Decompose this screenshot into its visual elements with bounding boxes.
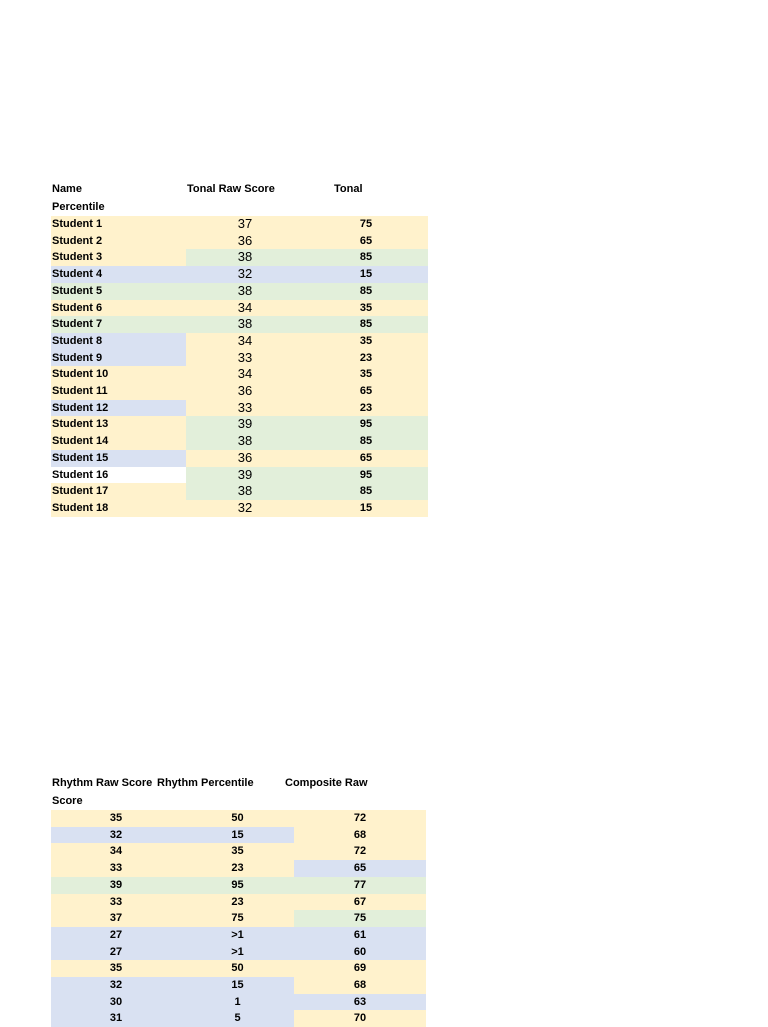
table-row bbox=[51, 266, 428, 283]
rhythm-percentile-cell: 35 bbox=[181, 843, 294, 860]
tonal-raw-score-cell: 39 bbox=[186, 467, 304, 484]
student-name-cell: Student 7 bbox=[51, 316, 186, 333]
composite-raw-score-cell: 72 bbox=[294, 843, 426, 860]
rhythm-raw-score-cell: 35 bbox=[51, 810, 181, 827]
tonal-raw-score-cell: 38 bbox=[186, 283, 304, 300]
rhythm-percentile-cell: 50 bbox=[181, 810, 294, 827]
table-row bbox=[51, 233, 428, 250]
table-row bbox=[51, 960, 426, 977]
student-name-cell: Student 6 bbox=[51, 300, 186, 317]
rhythm-percentile-cell: 23 bbox=[181, 894, 294, 911]
tonal-score-table bbox=[51, 216, 428, 517]
tonal-percentile-cell: 65 bbox=[304, 233, 428, 250]
header-rhythm-percentile: Rhythm Percentile bbox=[157, 777, 254, 789]
table1-header bbox=[51, 182, 431, 214]
student-name-cell: Student 16 bbox=[51, 467, 186, 484]
tonal-raw-score-cell: 36 bbox=[186, 450, 304, 467]
table-row bbox=[51, 350, 428, 367]
rhythm-raw-score-cell: 27 bbox=[51, 944, 181, 961]
student-name-cell: Student 13 bbox=[51, 416, 186, 433]
student-name-cell: Student 14 bbox=[51, 433, 186, 450]
rhythm-raw-score-cell: 31 bbox=[51, 1010, 181, 1027]
rhythm-raw-score-cell: 33 bbox=[51, 894, 181, 911]
table-row bbox=[51, 433, 428, 450]
rhythm-percentile-cell: 75 bbox=[181, 910, 294, 927]
rhythm-percentile-cell: 15 bbox=[181, 977, 294, 994]
rhythm-raw-score-cell: 32 bbox=[51, 827, 181, 844]
composite-raw-score-cell: 65 bbox=[294, 860, 426, 877]
student-name-cell: Student 17 bbox=[51, 483, 186, 500]
tonal-percentile-cell: 35 bbox=[304, 366, 428, 383]
table-row bbox=[51, 316, 428, 333]
table2-header bbox=[51, 776, 431, 808]
rhythm-raw-score-cell: 27 bbox=[51, 927, 181, 944]
rhythm-raw-score-cell: 33 bbox=[51, 860, 181, 877]
header-composite-raw: Composite Raw bbox=[285, 777, 368, 789]
tonal-raw-score-cell: 36 bbox=[186, 233, 304, 250]
tonal-raw-score-cell: 38 bbox=[186, 316, 304, 333]
composite-raw-score-cell: 63 bbox=[294, 994, 426, 1011]
tonal-raw-score-cell: 38 bbox=[186, 249, 304, 266]
tonal-percentile-cell: 35 bbox=[304, 333, 428, 350]
tonal-raw-score-cell: 37 bbox=[186, 216, 304, 233]
tonal-percentile-cell: 23 bbox=[304, 400, 428, 417]
rhythm-raw-score-cell: 32 bbox=[51, 977, 181, 994]
table-row bbox=[51, 810, 426, 827]
student-name-cell: Student 1 bbox=[51, 216, 186, 233]
student-name-cell: Student 15 bbox=[51, 450, 186, 467]
table-row bbox=[51, 483, 428, 500]
tonal-raw-score-cell: 38 bbox=[186, 483, 304, 500]
composite-raw-score-cell: 67 bbox=[294, 894, 426, 911]
table-row bbox=[51, 977, 426, 994]
tonal-percentile-cell: 65 bbox=[304, 450, 428, 467]
header-name: Name bbox=[52, 183, 82, 195]
student-name-cell: Student 9 bbox=[51, 350, 186, 367]
student-name-cell: Student 12 bbox=[51, 400, 186, 417]
rhythm-raw-score-cell: 35 bbox=[51, 960, 181, 977]
table-row bbox=[51, 400, 428, 417]
student-name-cell: Student 10 bbox=[51, 366, 186, 383]
header-name-wrap: Percentile bbox=[52, 201, 105, 213]
tonal-percentile-cell: 65 bbox=[304, 383, 428, 400]
table-row bbox=[51, 860, 426, 877]
table-row bbox=[51, 500, 428, 517]
table-row bbox=[51, 283, 428, 300]
header-tonal-raw-score: Tonal Raw Score bbox=[187, 183, 275, 195]
table-row bbox=[51, 383, 428, 400]
table-row bbox=[51, 877, 426, 894]
tonal-raw-score-cell: 34 bbox=[186, 366, 304, 383]
student-name-cell: Student 4 bbox=[51, 266, 186, 283]
rhythm-percentile-cell: 95 bbox=[181, 877, 294, 894]
table-row bbox=[51, 450, 428, 467]
tonal-raw-score-cell: 33 bbox=[186, 350, 304, 367]
table-row bbox=[51, 827, 426, 844]
composite-raw-score-cell: 68 bbox=[294, 977, 426, 994]
composite-raw-score-cell: 77 bbox=[294, 877, 426, 894]
table-row bbox=[51, 467, 428, 484]
table-row bbox=[51, 216, 428, 233]
tonal-raw-score-cell: 39 bbox=[186, 416, 304, 433]
rhythm-raw-score-cell: 30 bbox=[51, 994, 181, 1011]
table-row bbox=[51, 366, 428, 383]
student-name-cell: Student 11 bbox=[51, 383, 186, 400]
student-name-cell: Student 3 bbox=[51, 249, 186, 266]
rhythm-percentile-cell: >1 bbox=[181, 944, 294, 961]
rhythm-score-table bbox=[51, 810, 426, 1027]
student-name-cell: Student 8 bbox=[51, 333, 186, 350]
tonal-raw-score-cell: 33 bbox=[186, 400, 304, 417]
composite-raw-score-cell: 69 bbox=[294, 960, 426, 977]
table-row bbox=[51, 300, 428, 317]
rhythm-percentile-cell: 15 bbox=[181, 827, 294, 844]
tonal-percentile-cell: 85 bbox=[304, 283, 428, 300]
tonal-raw-score-cell: 34 bbox=[186, 300, 304, 317]
table-row bbox=[51, 994, 426, 1011]
tonal-percentile-cell: 85 bbox=[304, 433, 428, 450]
composite-raw-score-cell: 72 bbox=[294, 810, 426, 827]
table-row bbox=[51, 1010, 426, 1027]
tonal-percentile-cell: 23 bbox=[304, 350, 428, 367]
tonal-percentile-cell: 95 bbox=[304, 416, 428, 433]
header-tonal: Tonal bbox=[334, 183, 363, 195]
rhythm-percentile-cell: >1 bbox=[181, 927, 294, 944]
composite-raw-score-cell: 68 bbox=[294, 827, 426, 844]
student-name-cell: Student 2 bbox=[51, 233, 186, 250]
table-row bbox=[51, 944, 426, 961]
composite-raw-score-cell: 75 bbox=[294, 910, 426, 927]
rhythm-raw-score-cell: 37 bbox=[51, 910, 181, 927]
tonal-raw-score-cell: 36 bbox=[186, 383, 304, 400]
tonal-raw-score-cell: 38 bbox=[186, 433, 304, 450]
table-row bbox=[51, 333, 428, 350]
tonal-percentile-cell: 35 bbox=[304, 300, 428, 317]
tonal-raw-score-cell: 34 bbox=[186, 333, 304, 350]
rhythm-percentile-cell: 5 bbox=[181, 1010, 294, 1027]
table-row bbox=[51, 416, 428, 433]
header-rhythm-raw-score: Rhythm Raw Score bbox=[52, 777, 153, 789]
composite-raw-score-cell: 60 bbox=[294, 944, 426, 961]
tonal-percentile-cell: 85 bbox=[304, 316, 428, 333]
tonal-percentile-cell: 85 bbox=[304, 483, 428, 500]
table-row bbox=[51, 927, 426, 944]
tonal-percentile-cell: 15 bbox=[304, 266, 428, 283]
rhythm-percentile-cell: 50 bbox=[181, 960, 294, 977]
student-name-cell: Student 5 bbox=[51, 283, 186, 300]
student-name-cell: Student 18 bbox=[51, 500, 186, 517]
table-row bbox=[51, 910, 426, 927]
tonal-percentile-cell: 85 bbox=[304, 249, 428, 266]
tonal-percentile-cell: 75 bbox=[304, 216, 428, 233]
rhythm-percentile-cell: 1 bbox=[181, 994, 294, 1011]
tonal-percentile-cell: 15 bbox=[304, 500, 428, 517]
composite-raw-score-cell: 70 bbox=[294, 1010, 426, 1027]
rhythm-raw-score-cell: 34 bbox=[51, 843, 181, 860]
table-row bbox=[51, 894, 426, 911]
composite-raw-score-cell: 61 bbox=[294, 927, 426, 944]
tonal-raw-score-cell: 32 bbox=[186, 266, 304, 283]
table-row bbox=[51, 249, 428, 266]
table-row bbox=[51, 843, 426, 860]
rhythm-percentile-cell: 23 bbox=[181, 860, 294, 877]
header-composite-raw-wrap: Score bbox=[52, 795, 83, 807]
tonal-raw-score-cell: 32 bbox=[186, 500, 304, 517]
rhythm-raw-score-cell: 39 bbox=[51, 877, 181, 894]
tonal-percentile-cell: 95 bbox=[304, 467, 428, 484]
